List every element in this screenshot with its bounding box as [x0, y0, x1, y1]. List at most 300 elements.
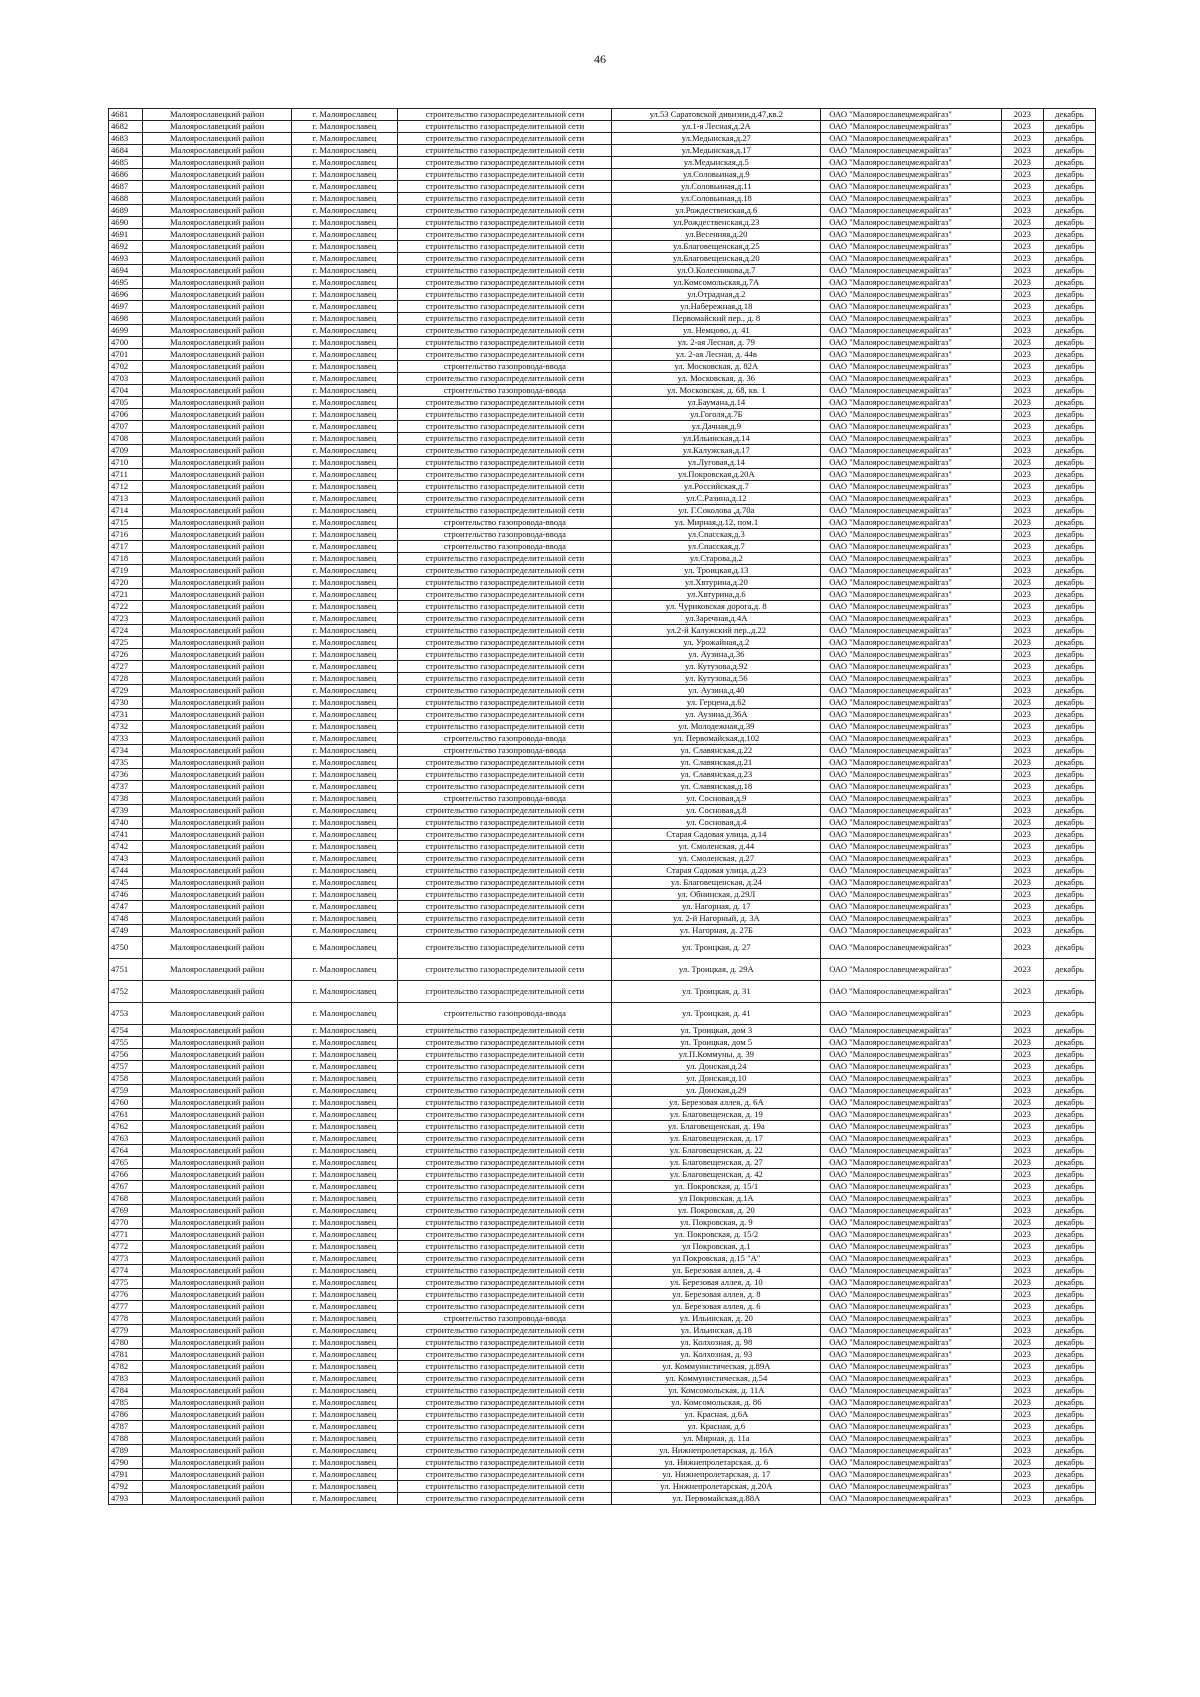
row-number: 4715 — [109, 517, 143, 529]
work-type-cell: строительство газораспределительной сети — [398, 1409, 612, 1421]
row-number: 4687 — [109, 181, 143, 193]
table-row — [109, 1241, 1096, 1253]
organization-cell: ОАО "Малоярославецмежрайгаз" — [821, 745, 1002, 757]
district-cell: Малоярославецкий район — [143, 1265, 291, 1277]
month-cell: декабрь — [1043, 1337, 1095, 1349]
table-row — [109, 421, 1096, 433]
work-type-cell: строительство газораспределительной сети — [398, 1277, 612, 1289]
year-cell: 2023 — [1001, 1313, 1043, 1325]
month-cell: декабрь — [1043, 769, 1095, 781]
table-row — [109, 637, 1096, 649]
work-type-cell: строительство газораспределительной сети — [398, 121, 612, 133]
city-cell: г. Малоярославец — [291, 1037, 398, 1049]
work-type-cell: строительство газораспределительной сети — [398, 709, 612, 721]
row-number: 4788 — [109, 1433, 143, 1445]
district-cell: Малоярославецкий район — [143, 1181, 291, 1193]
year-cell: 2023 — [1001, 1481, 1043, 1493]
district-cell: Малоярославецкий район — [143, 1003, 291, 1025]
district-cell: Малоярославецкий район — [143, 205, 291, 217]
district-cell: Малоярославецкий район — [143, 721, 291, 733]
month-cell: декабрь — [1043, 721, 1095, 733]
table-row — [109, 349, 1096, 361]
table-row — [109, 373, 1096, 385]
work-type-cell: строительство газораспределительной сети — [398, 1337, 612, 1349]
address-cell: ул. Благовещенская, д. 19а — [612, 1121, 821, 1133]
district-cell: Малоярославецкий район — [143, 937, 291, 959]
year-cell: 2023 — [1001, 565, 1043, 577]
organization-cell: ОАО "Малоярославецмежрайгаз" — [821, 913, 1002, 925]
month-cell: декабрь — [1043, 877, 1095, 889]
address-cell: ул. 2-й Нагорный, д. 3А — [612, 913, 821, 925]
organization-cell: ОАО "Малоярославецмежрайгаз" — [821, 289, 1002, 301]
district-cell: Малоярославецкий район — [143, 1109, 291, 1121]
address-cell: ул. Троицкая,д.13 — [612, 565, 821, 577]
district-cell: Малоярославецкий район — [143, 829, 291, 841]
address-cell: ул. Молодежная,д.39 — [612, 721, 821, 733]
row-number: 4706 — [109, 409, 143, 421]
city-cell: г. Малоярославец — [291, 601, 398, 613]
address-cell: ул. Нагорная, д. 27Б — [612, 925, 821, 937]
year-cell: 2023 — [1001, 349, 1043, 361]
table-row — [109, 541, 1096, 553]
year-cell: 2023 — [1001, 877, 1043, 889]
work-type-cell: строительство газораспределительной сети — [398, 1349, 612, 1361]
year-cell: 2023 — [1001, 685, 1043, 697]
year-cell: 2023 — [1001, 277, 1043, 289]
work-type-cell: строительство газораспределительной сети — [398, 1481, 612, 1493]
row-number: 4749 — [109, 925, 143, 937]
city-cell: г. Малоярославец — [291, 1385, 398, 1397]
district-cell: Малоярославецкий район — [143, 469, 291, 481]
city-cell: г. Малоярославец — [291, 1061, 398, 1073]
city-cell: г. Малоярославец — [291, 781, 398, 793]
city-cell: г. Малоярославец — [291, 277, 398, 289]
year-cell: 2023 — [1001, 193, 1043, 205]
organization-cell: ОАО "Малоярославецмежрайгаз" — [821, 1337, 1002, 1349]
month-cell: декабрь — [1043, 805, 1095, 817]
row-number: 4742 — [109, 841, 143, 853]
year-cell: 2023 — [1001, 793, 1043, 805]
month-cell: декабрь — [1043, 1493, 1095, 1505]
year-cell: 2023 — [1001, 409, 1043, 421]
row-number: 4689 — [109, 205, 143, 217]
year-cell: 2023 — [1001, 1469, 1043, 1481]
work-type-cell: строительство газораспределительной сети — [398, 697, 612, 709]
city-cell: г. Малоярославец — [291, 1145, 398, 1157]
year-cell: 2023 — [1001, 325, 1043, 337]
month-cell: декабрь — [1043, 889, 1095, 901]
work-type-cell: строительство газораспределительной сети — [398, 589, 612, 601]
month-cell: декабрь — [1043, 865, 1095, 877]
organization-cell: ОАО "Малоярославецмежрайгаз" — [821, 337, 1002, 349]
organization-cell: ОАО "Малоярославецмежрайгаз" — [821, 121, 1002, 133]
organization-cell: ОАО "Малоярославецмежрайгаз" — [821, 469, 1002, 481]
district-cell: Малоярославецкий район — [143, 1337, 291, 1349]
organization-cell: ОАО "Малоярославецмежрайгаз" — [821, 1409, 1002, 1421]
month-cell: декабрь — [1043, 253, 1095, 265]
year-cell: 2023 — [1001, 445, 1043, 457]
table-row — [109, 553, 1096, 565]
year-cell: 2023 — [1001, 1433, 1043, 1445]
year-cell: 2023 — [1001, 229, 1043, 241]
work-type-cell: строительство газораспределительной сети — [398, 649, 612, 661]
table-row — [109, 877, 1096, 889]
work-type-cell: строительство газораспределительной сети — [398, 613, 612, 625]
district-cell: Малоярославецкий район — [143, 517, 291, 529]
district-cell: Малоярославецкий район — [143, 325, 291, 337]
year-cell: 2023 — [1001, 553, 1043, 565]
address-cell: ул. Березовая аллея, д. 6 — [612, 1301, 821, 1313]
row-number: 4724 — [109, 625, 143, 637]
work-type-cell: строительство газораспределительной сети — [398, 1469, 612, 1481]
district-cell: Малоярославецкий район — [143, 913, 291, 925]
month-cell: декабрь — [1043, 409, 1095, 421]
address-cell: ул. Славянская,д.23 — [612, 769, 821, 781]
row-number: 4761 — [109, 1109, 143, 1121]
row-number: 4782 — [109, 1361, 143, 1373]
work-type-cell: строительство газораспределительной сети — [398, 565, 612, 577]
month-cell: декабрь — [1043, 349, 1095, 361]
address-cell: ул. Березовая аллея, д. 4 — [612, 1265, 821, 1277]
month-cell: декабрь — [1043, 1325, 1095, 1337]
district-cell: Малоярославецкий район — [143, 181, 291, 193]
row-number: 4773 — [109, 1253, 143, 1265]
row-number: 4718 — [109, 553, 143, 565]
year-cell: 2023 — [1001, 121, 1043, 133]
address-cell: ул. 2-ая Лесная, д. 79 — [612, 337, 821, 349]
row-number: 4690 — [109, 217, 143, 229]
organization-cell: ОАО "Малоярославецмежрайгаз" — [821, 637, 1002, 649]
table-row — [109, 217, 1096, 229]
city-cell: г. Малоярославец — [291, 1181, 398, 1193]
city-cell: г. Малоярославец — [291, 1217, 398, 1229]
table-row — [109, 1457, 1096, 1469]
row-number: 4769 — [109, 1205, 143, 1217]
work-type-cell: строительство газораспределительной сети — [398, 373, 612, 385]
organization-cell: ОАО "Малоярославецмежрайгаз" — [821, 1157, 1002, 1169]
row-number: 4696 — [109, 289, 143, 301]
row-number: 4739 — [109, 805, 143, 817]
work-type-cell: строительство газораспределительной сети — [398, 193, 612, 205]
address-cell: ул.1-я Лесная,д.2А — [612, 121, 821, 133]
address-cell: ул.Благовещенская,д.20 — [612, 253, 821, 265]
city-cell: г. Малоярославец — [291, 733, 398, 745]
year-cell: 2023 — [1001, 913, 1043, 925]
city-cell: г. Малоярославец — [291, 529, 398, 541]
work-type-cell: строительство газораспределительной сети — [398, 757, 612, 769]
table-row — [109, 793, 1096, 805]
city-cell: г. Малоярославец — [291, 757, 398, 769]
work-type-cell: строительство газораспределительной сети — [398, 913, 612, 925]
row-number: 4771 — [109, 1229, 143, 1241]
organization-cell: ОАО "Малоярославецмежрайгаз" — [821, 1277, 1002, 1289]
row-number: 4756 — [109, 1049, 143, 1061]
address-cell: ул. Аузина,д.36 — [612, 649, 821, 661]
organization-cell: ОАО "Малоярославецмежрайгаз" — [821, 181, 1002, 193]
address-cell: ул. Донская,д.29 — [612, 1085, 821, 1097]
city-cell: г. Малоярославец — [291, 901, 398, 913]
table-row — [109, 145, 1096, 157]
year-cell: 2023 — [1001, 1325, 1043, 1337]
address-cell: ул. Благовещенская, д. 17 — [612, 1133, 821, 1145]
organization-cell: ОАО "Малоярославецмежрайгаз" — [821, 397, 1002, 409]
month-cell: декабрь — [1043, 1133, 1095, 1145]
month-cell: декабрь — [1043, 169, 1095, 181]
organization-cell: ОАО "Малоярославецмежрайгаз" — [821, 1325, 1002, 1337]
month-cell: декабрь — [1043, 421, 1095, 433]
year-cell: 2023 — [1001, 805, 1043, 817]
row-number: 4717 — [109, 541, 143, 553]
row-number: 4730 — [109, 697, 143, 709]
month-cell: декабрь — [1043, 981, 1095, 1003]
city-cell: г. Малоярославец — [291, 1073, 398, 1085]
table-row — [109, 493, 1096, 505]
address-cell: ул. Герцена,д.62 — [612, 697, 821, 709]
row-number: 4737 — [109, 781, 143, 793]
city-cell: г. Малоярославец — [291, 157, 398, 169]
organization-cell: ОАО "Малоярославецмежрайгаз" — [821, 1301, 1002, 1313]
address-cell: ул. Благовещенская, д.24 — [612, 877, 821, 889]
city-cell: г. Малоярославец — [291, 877, 398, 889]
work-type-cell: строительство газораспределительной сети — [398, 1385, 612, 1397]
month-cell: декабрь — [1043, 565, 1095, 577]
table-row — [109, 109, 1096, 121]
table-row — [109, 505, 1096, 517]
month-cell: декабрь — [1043, 793, 1095, 805]
month-cell: декабрь — [1043, 133, 1095, 145]
month-cell: декабрь — [1043, 181, 1095, 193]
table-row — [109, 301, 1096, 313]
month-cell: декабрь — [1043, 1217, 1095, 1229]
address-cell: ул. Г.Соколова ,д.70а — [612, 505, 821, 517]
year-cell: 2023 — [1001, 649, 1043, 661]
address-cell: ул. Московская, д. 36 — [612, 373, 821, 385]
organization-cell: ОАО "Малоярославецмежрайгаз" — [821, 1397, 1002, 1409]
work-type-cell: строительство газораспределительной сети — [398, 1169, 612, 1181]
row-number: 4764 — [109, 1145, 143, 1157]
address-cell: ул.Медынская,д.27 — [612, 133, 821, 145]
work-type-cell: строительство газораспределительной сети — [398, 1193, 612, 1205]
organization-cell: ОАО "Малоярославецмежрайгаз" — [821, 505, 1002, 517]
district-cell: Малоярославецкий район — [143, 625, 291, 637]
district-cell: Малоярославецкий район — [143, 1025, 291, 1037]
organization-cell: ОАО "Малоярославецмежрайгаз" — [821, 1169, 1002, 1181]
month-cell: декабрь — [1043, 733, 1095, 745]
organization-cell: ОАО "Малоярославецмежрайгаз" — [821, 433, 1002, 445]
city-cell: г. Малоярославец — [291, 793, 398, 805]
table-row — [109, 241, 1096, 253]
table-row — [109, 289, 1096, 301]
address-cell: ул.Набережная,д.18 — [612, 301, 821, 313]
city-cell: г. Малоярославец — [291, 517, 398, 529]
district-cell: Малоярославецкий район — [143, 265, 291, 277]
city-cell: г. Малоярославец — [291, 853, 398, 865]
district-cell: Малоярославецкий район — [143, 457, 291, 469]
district-cell: Малоярославецкий район — [143, 1385, 291, 1397]
organization-cell: ОАО "Малоярославецмежрайгаз" — [821, 1085, 1002, 1097]
city-cell: г. Малоярославец — [291, 133, 398, 145]
month-cell: декабрь — [1043, 505, 1095, 517]
city-cell: г. Малоярославец — [291, 1109, 398, 1121]
work-type-cell: строительство газораспределительной сети — [398, 1433, 612, 1445]
address-cell: ул.Российская,д.7 — [612, 481, 821, 493]
district-cell: Малоярославецкий район — [143, 673, 291, 685]
city-cell: г. Малоярославец — [291, 589, 398, 601]
table-row — [109, 1313, 1096, 1325]
month-cell: декабрь — [1043, 1433, 1095, 1445]
year-cell: 2023 — [1001, 1421, 1043, 1433]
organization-cell: ОАО "Малоярославецмежрайгаз" — [821, 1145, 1002, 1157]
address-cell: ул. Благовещенская, д. 42 — [612, 1169, 821, 1181]
table-row — [109, 1253, 1096, 1265]
row-number: 4711 — [109, 469, 143, 481]
address-cell: ул.53 Саратовской дивизии,д.47,кв.2 — [612, 109, 821, 121]
table-row — [109, 1433, 1096, 1445]
work-type-cell: строительство газопровода-ввода — [398, 793, 612, 805]
table-row — [109, 1193, 1096, 1205]
city-cell: г. Малоярославец — [291, 409, 398, 421]
address-cell: ул. Комсомольская, д. 86 — [612, 1397, 821, 1409]
organization-cell: ОАО "Малоярославецмежрайгаз" — [821, 157, 1002, 169]
table-row — [109, 313, 1096, 325]
month-cell: декабрь — [1043, 625, 1095, 637]
organization-cell: ОАО "Малоярославецмежрайгаз" — [821, 421, 1002, 433]
row-number: 4780 — [109, 1337, 143, 1349]
organization-cell: ОАО "Малоярославецмежрайгаз" — [821, 409, 1002, 421]
row-number: 4709 — [109, 445, 143, 457]
year-cell: 2023 — [1001, 1445, 1043, 1457]
district-cell: Малоярославецкий район — [143, 217, 291, 229]
month-cell: декабрь — [1043, 433, 1095, 445]
organization-cell: ОАО "Малоярославецмежрайгаз" — [821, 1133, 1002, 1145]
organization-cell: ОАО "Малоярославецмежрайгаз" — [821, 865, 1002, 877]
work-type-cell: строительство газораспределительной сети — [398, 313, 612, 325]
organization-cell: ОАО "Малоярославецмежрайгаз" — [821, 1229, 1002, 1241]
address-cell: ул. Комсомольская, д. 11А — [612, 1385, 821, 1397]
city-cell: г. Малоярославец — [291, 433, 398, 445]
district-cell: Малоярославецкий район — [143, 817, 291, 829]
year-cell: 2023 — [1001, 433, 1043, 445]
table-row — [109, 1325, 1096, 1337]
address-cell: ул. Нижнепролетарская, д. 16А — [612, 1445, 821, 1457]
row-number: 4758 — [109, 1073, 143, 1085]
district-cell: Малоярославецкий район — [143, 337, 291, 349]
work-type-cell: строительство газораспределительной сети — [398, 1133, 612, 1145]
row-number: 4733 — [109, 733, 143, 745]
organization-cell: ОАО "Малоярославецмежрайгаз" — [821, 1265, 1002, 1277]
table-row — [109, 577, 1096, 589]
organization-cell: ОАО "Малоярославецмежрайгаз" — [821, 385, 1002, 397]
table-row — [109, 1169, 1096, 1181]
year-cell: 2023 — [1001, 981, 1043, 1003]
district-cell: Малоярославецкий район — [143, 981, 291, 1003]
month-cell: декабрь — [1043, 289, 1095, 301]
row-number: 4741 — [109, 829, 143, 841]
address-cell: ул. Красная, д.6А — [612, 1409, 821, 1421]
district-cell: Малоярославецкий район — [143, 1349, 291, 1361]
year-cell: 2023 — [1001, 589, 1043, 601]
year-cell: 2023 — [1001, 457, 1043, 469]
table-row — [109, 853, 1096, 865]
address-cell: ул. Троицкая, д. 27 — [612, 937, 821, 959]
district-cell: Малоярославецкий район — [143, 157, 291, 169]
month-cell: декабрь — [1043, 1085, 1095, 1097]
work-type-cell: строительство газораспределительной сети — [398, 1265, 612, 1277]
city-cell: г. Малоярославец — [291, 829, 398, 841]
month-cell: декабрь — [1043, 1265, 1095, 1277]
organization-cell: ОАО "Малоярославецмежрайгаз" — [821, 493, 1002, 505]
month-cell: декабрь — [1043, 469, 1095, 481]
work-type-cell: строительство газораспределительной сети — [398, 1205, 612, 1217]
city-cell: г. Малоярославец — [291, 181, 398, 193]
district-cell: Малоярославецкий район — [143, 565, 291, 577]
district-cell: Малоярославецкий район — [143, 877, 291, 889]
month-cell: декабрь — [1043, 277, 1095, 289]
table-row — [109, 1385, 1096, 1397]
year-cell: 2023 — [1001, 721, 1043, 733]
address-cell: ул.Медынская,д.5 — [612, 157, 821, 169]
month-cell: декабрь — [1043, 1037, 1095, 1049]
year-cell: 2023 — [1001, 889, 1043, 901]
row-number: 4770 — [109, 1217, 143, 1229]
district-cell: Малоярославецкий район — [143, 1445, 291, 1457]
year-cell: 2023 — [1001, 1169, 1043, 1181]
row-number: 4743 — [109, 853, 143, 865]
city-cell: г. Малоярославец — [291, 337, 398, 349]
organization-cell: ОАО "Малоярославецмежрайгаз" — [821, 959, 1002, 981]
year-cell: 2023 — [1001, 1277, 1043, 1289]
row-number: 4693 — [109, 253, 143, 265]
work-type-cell: строительство газораспределительной сети — [398, 685, 612, 697]
month-cell: декабрь — [1043, 829, 1095, 841]
city-cell: г. Малоярославец — [291, 1301, 398, 1313]
month-cell: декабрь — [1043, 157, 1095, 169]
organization-cell: ОАО "Малоярославецмежрайгаз" — [821, 1313, 1002, 1325]
city-cell: г. Малоярославец — [291, 109, 398, 121]
month-cell: декабрь — [1043, 1049, 1095, 1061]
year-cell: 2023 — [1001, 505, 1043, 517]
year-cell: 2023 — [1001, 145, 1043, 157]
table-row — [109, 769, 1096, 781]
organization-cell: ОАО "Малоярославецмежрайгаз" — [821, 901, 1002, 913]
table-row — [109, 901, 1096, 913]
work-type-cell: строительство газораспределительной сети — [398, 1217, 612, 1229]
city-cell: г. Малоярославец — [291, 493, 398, 505]
register-table — [108, 108, 1096, 1505]
district-cell: Малоярославецкий район — [143, 709, 291, 721]
table-row — [109, 745, 1096, 757]
work-type-cell: строительство газораспределительной сети — [398, 181, 612, 193]
organization-cell: ОАО "Малоярославецмежрайгаз" — [821, 1097, 1002, 1109]
address-cell: ул. Сосновая,д.4 — [612, 817, 821, 829]
table-row — [109, 397, 1096, 409]
table-row — [109, 865, 1096, 877]
address-cell: ул.2-й Калужский пер.,д.22 — [612, 625, 821, 637]
year-cell: 2023 — [1001, 217, 1043, 229]
city-cell: г. Малоярославец — [291, 1085, 398, 1097]
row-number: 4779 — [109, 1325, 143, 1337]
table-row — [109, 1049, 1096, 1061]
month-cell: декабрь — [1043, 1003, 1095, 1025]
organization-cell: ОАО "Малоярославецмежрайгаз" — [821, 529, 1002, 541]
address-cell: ул. Ильинская, д.18 — [612, 1325, 821, 1337]
row-number: 4684 — [109, 145, 143, 157]
work-type-cell: строительство газораспределительной сети — [398, 817, 612, 829]
city-cell: г. Малоярославец — [291, 1445, 398, 1457]
table-row — [109, 253, 1096, 265]
table-row — [109, 1121, 1096, 1133]
month-cell: декабрь — [1043, 913, 1095, 925]
